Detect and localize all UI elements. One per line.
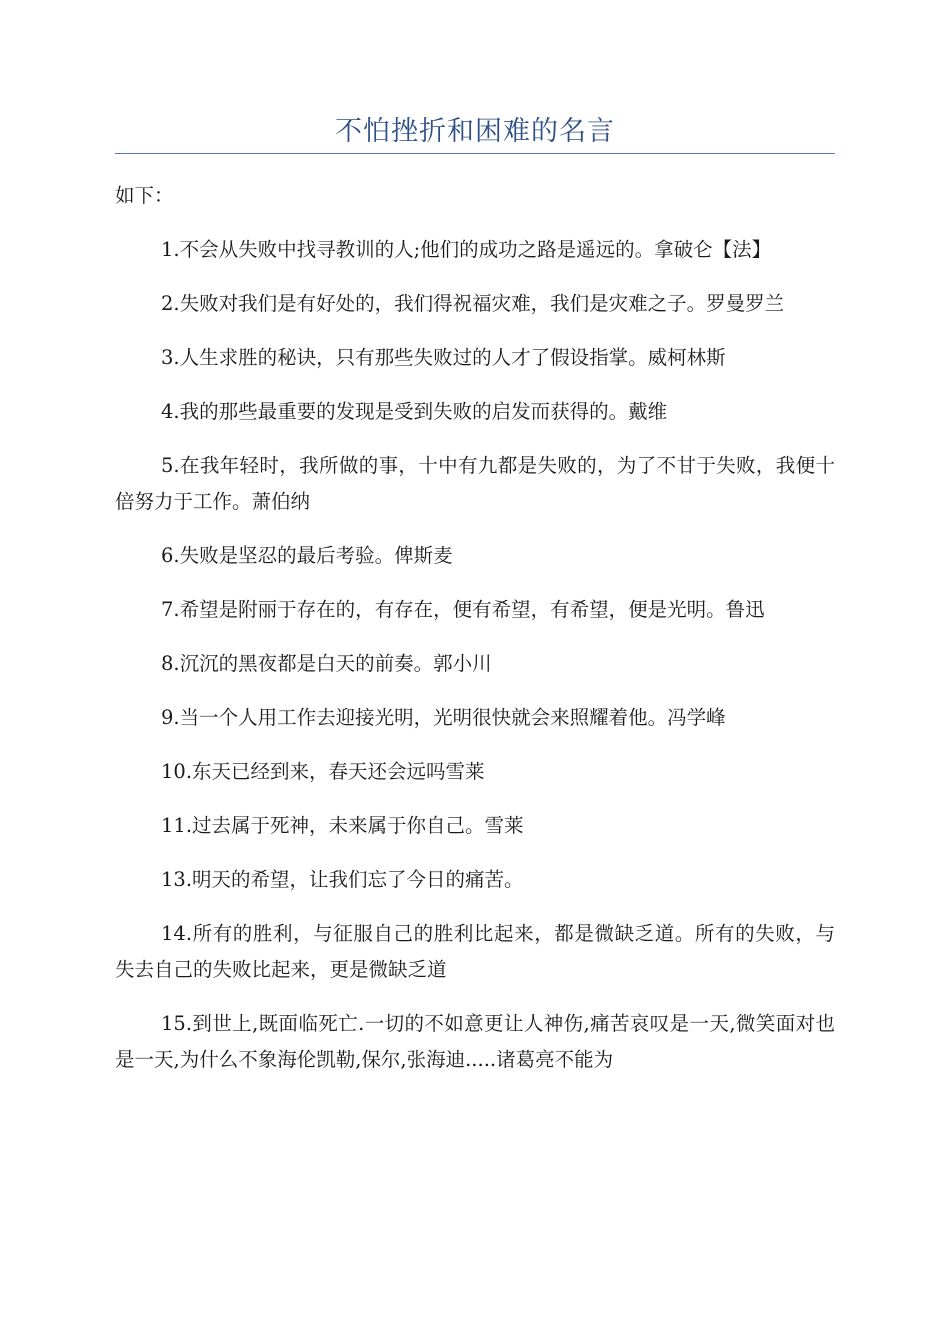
intro-text: 如下： xyxy=(115,184,174,207)
quote-item: 7.希望是附丽于存在的，有存在，便有希望，有希望，便是光明。鲁迅 xyxy=(161,598,765,621)
quote-item: 8.沉沉的黑夜都是白天的前奏。郭小川 xyxy=(161,652,492,675)
quote-item: 13.明天的希望，让我们忘了今日的痛苦。 xyxy=(161,868,524,891)
quote-item: 3.人生求胜的秘诀，只有那些失败过的人才了假设指掌。威柯林斯 xyxy=(161,346,726,369)
document-title: 不怕挫折和困难的名言 xyxy=(335,116,615,147)
quote-item: 10.东天已经到来，春天还会远吗雪莱 xyxy=(161,760,485,783)
quote-item: 14.所有的胜利，与征服自己的胜利比起来，都是微缺乏道。所有的失败，与失去自己的失败比起来，更是微缺乏道 xyxy=(115,922,835,981)
title-underline xyxy=(115,153,835,154)
quote-item: 2.失败对我们是有好处的，我们得祝福灾难，我们是灾难之子。罗曼罗兰 xyxy=(161,292,785,315)
document-body xyxy=(115,178,835,1096)
quote-item: 4.我的那些最重要的发现是受到失败的启发而获得的。戴维 xyxy=(161,400,668,423)
quote-item: 11.过去属于死神，未来属于你自己。雪莱 xyxy=(161,814,524,837)
quote-item: 6.失败是坚忍的最后考验。俾斯麦 xyxy=(161,544,453,567)
quote-item: 15.到世上,既面临死亡.一切的不如意更让人神伤,痛苦哀叹是一天,微笑面对也是一天,为什么不象海伦凯勒,保尔,张海迪.....诸葛亮不能为 xyxy=(115,1012,835,1071)
quote-item: 9.当一个人用工作去迎接光明，光明很快就会来照耀着他。冯学峰 xyxy=(161,706,726,729)
quote-item: 1.不会从失败中找寻教训的人;他们的成功之路是遥远的。拿破仑【法】 xyxy=(161,238,772,261)
quote-item: 5.在我年轻时，我所做的事，十中有九都是失败的，为了不甘于失败，我便十倍努力于工作。萧伯纳 xyxy=(115,454,835,513)
